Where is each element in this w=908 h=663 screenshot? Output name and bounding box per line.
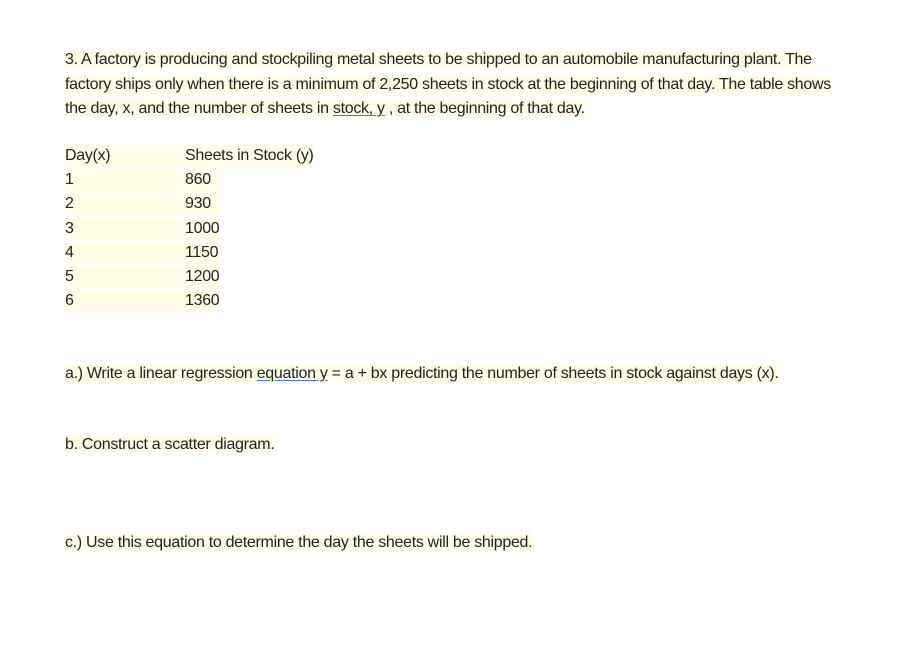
spellcheck-flag-stock: stock, y [332,100,385,117]
problem-line-3 [65,97,865,122]
table-cell-day: 5 [65,266,185,288]
table-cell-sheets: 1200 [185,266,219,288]
table-cell-day: 4 [65,242,185,264]
table-cell-sheets: 930 [185,193,219,215]
question-a-text: a.) Write a linear regression [65,365,257,382]
problem-line-3-tail: , at the beginning of that day. [384,100,585,117]
problem-statement [65,48,865,122]
table-cell-day: 6 [65,290,185,312]
table-cell-sheets: 1000 [185,218,219,240]
question-c-text: c.) Use this equation to determine the day the sheets will be shipped. [65,534,533,551]
question-b-text: b. Construct a scatter diagram. [65,436,275,453]
problem-line-1: 3. A factory is producing and stockpiling metal sheets to be shipped to an automobile manufacturing plant. The [65,51,812,68]
problem-line-3-text: the day, x, and the number of sheets in [65,100,333,117]
problem-line-2: factory ships only when there is a minimum of 2,250 sheets in stock at the beginning of that day. The table shows [65,75,831,93]
table-cell-sheets: 1150 [185,242,219,264]
table-cell-day: 1 [65,169,185,191]
table-cell-sheets: 1360 [185,290,219,312]
question-c [65,532,532,554]
table-cell-day: 3 [65,218,185,240]
table-cell-day: 2 [65,193,185,215]
table-cell-sheets: 860 [185,169,219,191]
spellcheck-flag-equation: equation y [256,365,328,382]
question-a-tail: = a + bx predicting the number of sheets in stock against days (x). [327,365,779,382]
table-header-sheets: Sheets in Stock (y) [185,145,313,167]
question-a [65,363,779,385]
table-header-day: Day(x) [65,145,185,167]
question-b [65,434,274,456]
